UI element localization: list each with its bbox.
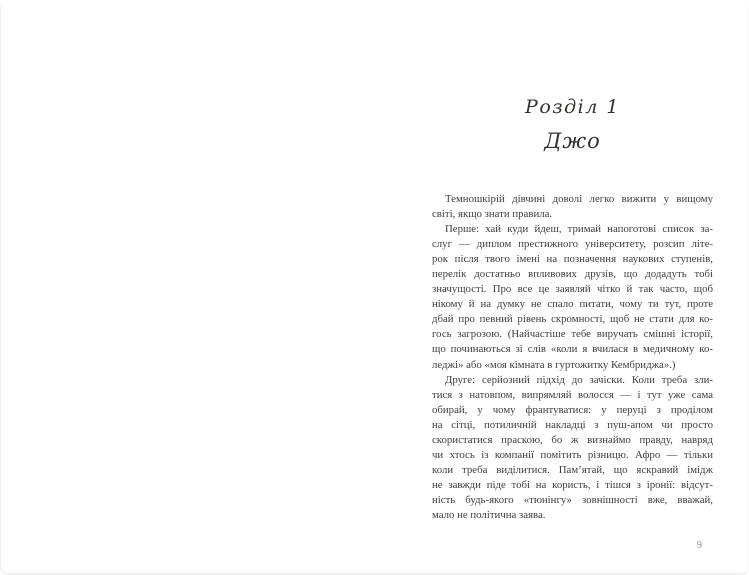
chapter-heading: Розділ 1 <box>525 96 620 118</box>
text-line: гось загрозою. (Найчастіше тебе виручать смішні історії, <box>432 328 713 341</box>
paragraph <box>432 222 713 372</box>
text-line: не завжди піде тобі на користь, і тішся з іронії: відсут- <box>432 478 713 491</box>
text-line: обирай, у чому франтуватися: у перуці з проділом <box>432 403 713 416</box>
text-line: дбай про певний рівень скромності, щоб не стати для ко- <box>432 313 713 326</box>
paragraph <box>432 192 713 222</box>
text-line: значущості. Про все це заявляй чітко й так часто, щоб <box>432 283 713 296</box>
text-line: рок після твого імені на позначення наукових ступенів, <box>432 253 713 266</box>
text-line: нікому й на думку не спало питати, чому ти тут, проте <box>432 298 713 311</box>
text-line: слуг — диплом престижного університету, розсип літе- <box>432 238 713 251</box>
chapter-title: Джо <box>544 129 601 153</box>
text-line: на сітці, потиличній накладці з пуш-апом чи просто <box>432 418 713 431</box>
text-line: світі, якщо знати правила. <box>432 208 553 221</box>
text-line: ність будь-якого «тюнінгу» зовнішності вже, вважай, <box>432 493 713 506</box>
page-number: 9 <box>696 540 702 551</box>
text-line: Перше: хай куди йдеш, тримай напоготові список за- <box>445 223 713 236</box>
text-line: чи хтось із компанії помітить різницю. Афро — тільки <box>432 448 713 461</box>
text-line: тися з натовпом, випрямляй волосся — і тут уже сама <box>432 388 713 401</box>
text-line: що починаються зі слів «коли я вчилася в медичному ко- <box>432 343 713 356</box>
text-line: Темношкірій дівчині доволі легко вижити у вищому <box>445 193 713 205</box>
body-text <box>432 192 713 523</box>
chapter-heading-block <box>432 96 713 153</box>
text-line: Друге: серйозний підхід до зачіски. Коли треба зли- <box>445 373 713 386</box>
text-line: мало не політична заява. <box>432 508 546 521</box>
text-line: скористатися праскою, бо ж визнаймо правду, навряд <box>432 433 713 446</box>
text-line: леджі» або «моя кімната в гуртожитку Кембриджа».) <box>432 358 676 371</box>
text-line: коли треба виділитися. Пам’ятай, що яскравий імідж <box>432 463 713 476</box>
paragraph <box>432 373 713 523</box>
text-line: перелік достатньо впливових друзів, що додадуть тобі <box>432 268 713 281</box>
